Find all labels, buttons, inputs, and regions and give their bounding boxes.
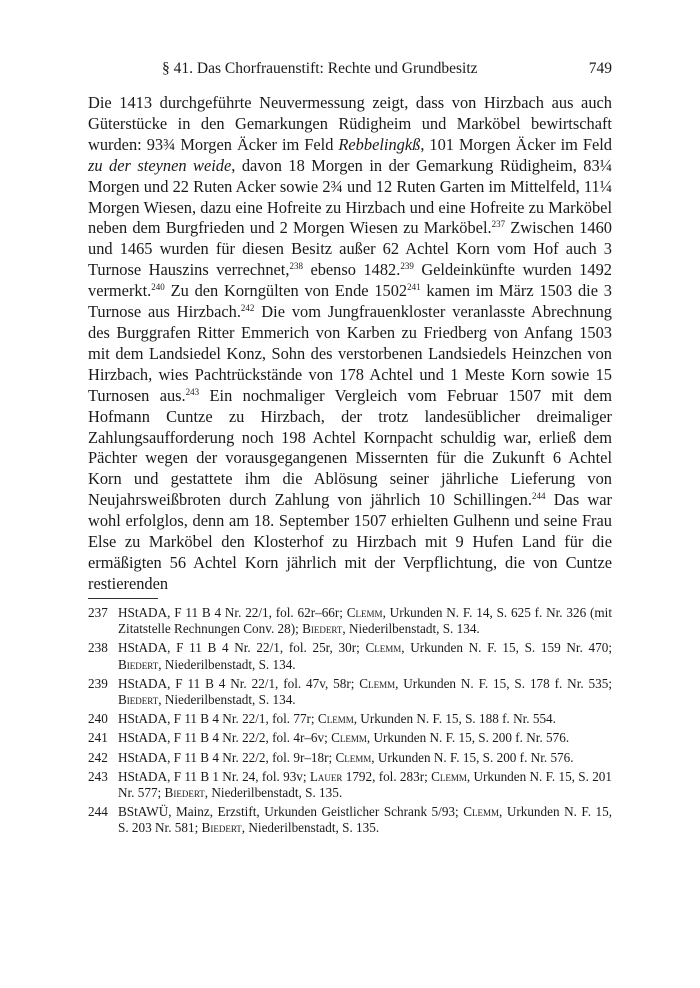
footnote-text: , Urkunden N. F. 15, S. 178 f. Nr. 535; <box>395 675 612 691</box>
author-name: Biedert <box>118 692 159 708</box>
footnote-number: 237 <box>88 605 108 620</box>
footnote-text: , Niederilbenstadt, S. 134. <box>158 656 296 672</box>
footnote-text: , Urkunden N. F. 15, S. 203 Nr. 581; <box>118 804 612 836</box>
footnote-number: 239 <box>88 675 108 691</box>
text-run: Ein nochmaliger Vergleich vom Februar 1507 mit dem Hofmann Cuntze zu Hirzbach, der trotz landesüblicher dreimaliger Zahlungsaufforderung noch 198 Achtel Kornpacht schuldig war, erließ dem Pächter wegen der vorausgegangenen Missernten für die Zukunft 6 Achtel Korn und gestattete ihm die Ablösung seiner jährliche Lieferung von Neujahrsweißbroten durch Zahlung von jährlich 10 Schillingen. <box>88 385 612 510</box>
footnote-ref[interactable]: 243 <box>185 386 200 397</box>
author-name: Clemm <box>463 804 499 820</box>
footnote-text: , Urkunden N. F. 14, S. 625 f. Nr. 326 (mit Zitatstelle Rechnungen Conv. 28); <box>118 605 612 637</box>
page-number: 749 <box>588 60 612 77</box>
footnote-242 <box>88 750 612 766</box>
text-run: Die vom Jungfrauenkloster veranlasste Abrechnung des Burggrafen Ritter Emmerich von Karben zu Friedberg von Anfang 1503 mit dem Landsiedel Konz, Sohn des verstorbenen Landsiedels Heinzchen von Hirzbach, wies Pachtrückstände von 178 Achtel und 1 Meste Korn sowie 15 Turnosen aus. <box>88 302 613 405</box>
footnote-ref[interactable]: 238 <box>289 261 303 272</box>
text-run: Geldeinkünfte wurden 1492 vermerkt. <box>88 260 612 301</box>
text-run: ebenso 1482. <box>302 260 401 280</box>
body-paragraph <box>88 93 612 595</box>
footnote-ref[interactable]: 241 <box>407 282 421 293</box>
author-name: Lauer <box>309 768 343 784</box>
text-run: , davon 18 Morgen in der Gemarkung Rüdigheim, 83¼ Morgen und 22 Ruten Acker sowie 2¾ und 12 Ruten Garten im Mittelfeld, 11¼ Morgen Wiesen, dazu eine Hofreite zu Hirzbach und eine Hofreite zu Marköbel neben dem Burgfrieden und 2 Morgen Wiesen zu Marköbel. <box>88 155 612 238</box>
footnote-text: HStADA, F 11 B 1 Nr. 24, fol. 93v; <box>118 768 310 784</box>
footnote-244 <box>88 804 612 836</box>
text-run: Zu den Korngülten von Ende 1502 <box>164 281 408 301</box>
text-run: , 101 Morgen Äcker im Feld <box>420 134 612 154</box>
footnote-text: , Niederilbenstadt, S. 135. <box>204 785 343 801</box>
footnote-number: 238 <box>88 640 108 656</box>
footnote-text: HStADA, F 11 B 4 Nr. 22/1, fol. 77r; <box>118 711 318 727</box>
footnote-text: HStADA, F 11 B 4 Nr. 22/2, fol. 9r–18r; <box>118 749 336 765</box>
author-name: Clemm <box>331 730 367 746</box>
footnote-ref[interactable]: 237 <box>491 219 506 230</box>
italic-field-name: Rebbelingkß <box>338 134 421 154</box>
footnote-ref[interactable]: 239 <box>400 261 414 272</box>
footnote-ref[interactable]: 244 <box>531 491 546 502</box>
author-name: Biedert <box>164 785 205 801</box>
footnote-239 <box>88 676 612 708</box>
author-name: Biedert <box>201 820 242 836</box>
footnote-text: HStADA, F 11 B 4 Nr. 22/2, fol. 4r–6v; <box>118 730 332 746</box>
footnote-text: BStAWÜ, Mainz, Erzstift, Urkunden Geistlicher Schrank 5/93; <box>118 804 464 820</box>
footnote-number: 240 <box>88 711 108 727</box>
footnote-number: 244 <box>88 804 108 820</box>
text-run: Zwischen 1460 und 1465 wurden für diesen Besitz außer 62 Achtel Korn vom Hof auch 3 Turnose Hauszins verrechnet, <box>88 218 612 280</box>
footnote-number: 241 <box>88 730 108 746</box>
footnote-ref[interactable]: 240 <box>151 282 165 293</box>
author-name: Biedert <box>302 621 343 637</box>
footnote-text: , Niederilbenstadt, S. 134. <box>158 692 296 708</box>
footnote-ref[interactable]: 242 <box>240 303 255 314</box>
author-name: Clemm <box>431 768 467 784</box>
footnote-text: , Urkunden N. F. 15, S. 200 f. Nr. 576. <box>366 730 570 746</box>
text-run: kamen im März 1503 die 3 Turnose aus Hirzbach. <box>88 281 612 322</box>
footnote-text: HStADA, F 11 B 4 Nr. 22/1, fol. 47v, 58r; <box>118 675 360 691</box>
footnote-237 <box>88 605 612 637</box>
footnote-number: 243 <box>88 768 108 784</box>
author-name: Clemm <box>346 605 383 620</box>
footnote-238 <box>88 640 612 672</box>
footnotes <box>88 605 612 840</box>
author-name: Clemm <box>359 675 396 691</box>
author-name: Clemm <box>365 640 402 656</box>
footnote-text: , Urkunden N. F. 15, S. 159 Nr. 470; <box>401 640 612 656</box>
author-name: Biedert <box>118 656 159 672</box>
footnote-text: 1792, fol. 283r; <box>342 768 432 784</box>
footnote-divider <box>88 598 158 599</box>
author-name: Clemm <box>317 711 354 727</box>
footnote-text: , Urkunden N. F. 15, S. 201 Nr. 577; <box>118 768 612 801</box>
footnote-text: , Urkunden N. F. 15, S. 188 f. Nr. 554. <box>353 711 556 727</box>
footnote-text: , Niederilbenstadt, S. 135. <box>241 820 380 836</box>
text-run: Das war wohl erfolglos, denn am 18. September 1507 erhielten Gulhenn und seine Frau Else zu Marköbel den Klosterhof zu Hirzbach mit 9 Hufen Land für die ermäßigten 56 Achtel Korn jährlich mit der Verpflichtung, die von Cuntze restierenden <box>88 490 612 593</box>
footnote-text: , Urkunden N. F. 15, S. 200 f. Nr. 576. <box>371 749 574 765</box>
text-run: Die 1413 durchgeführte Neuvermessung zeigt, dass von Hirzbach aus auch Güterstücke in den Gemarkungen Rüdigheim und Marköbel bewirtschaft wurden: 93¾ Morgen Äcker im Feld <box>88 93 612 154</box>
footnote-text: HStADA, F 11 B 4 Nr. 22/1, fol. 62r–66r; <box>118 605 347 620</box>
footnote-241 <box>88 730 612 746</box>
main-text <box>88 93 612 595</box>
footnote-number: 242 <box>88 749 108 765</box>
footnote-text: HStADA, F 11 B 4 Nr. 22/1, fol. 25r, 30r; <box>118 640 366 656</box>
footnote-240 <box>88 711 612 727</box>
running-title: § 41. Das Chorfrauenstift: Rechte und Grundbesitz <box>162 60 478 77</box>
author-name: Clemm <box>335 749 372 765</box>
footnote-text: , Niederilbenstadt, S. 134. <box>342 621 480 637</box>
italic-field-name: zu der steynen weide <box>88 155 232 175</box>
footnote-243 <box>88 769 612 801</box>
running-header <box>88 60 612 82</box>
